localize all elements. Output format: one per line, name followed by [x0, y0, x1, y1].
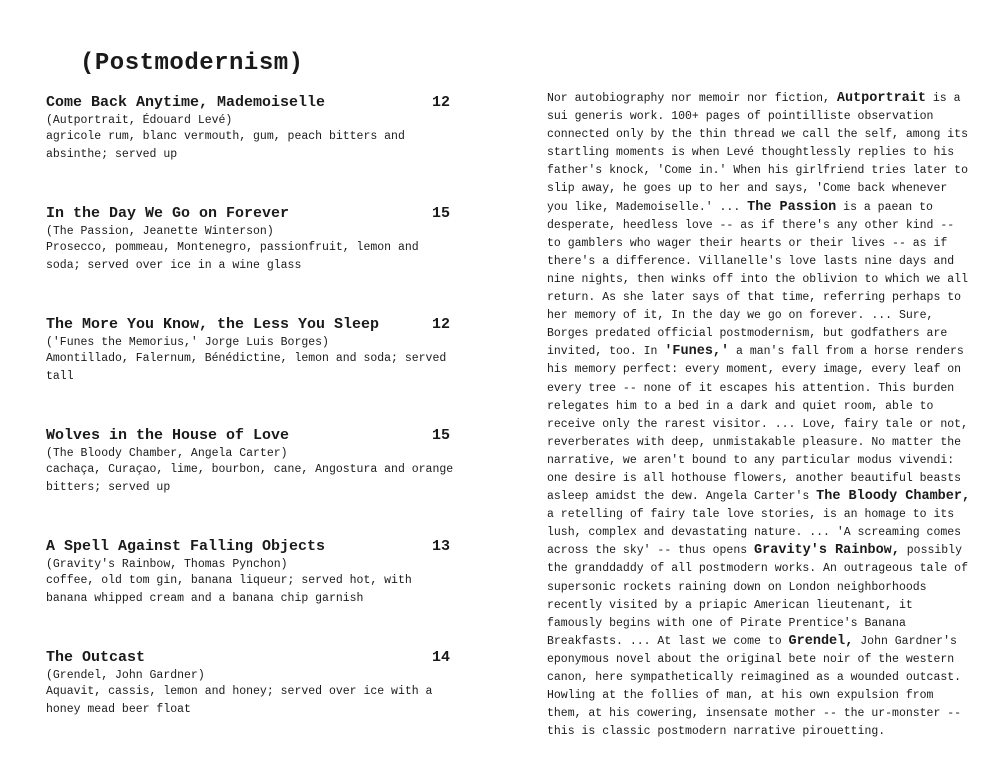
page-title: (Postmodernism): [80, 50, 304, 77]
item-source: (The Passion, Jeanette Winterson): [46, 225, 274, 238]
item-name: A Spell Against Falling Objects: [46, 538, 326, 555]
book-title-bloody-chamber: The Bloody Chamber,: [816, 489, 971, 505]
essay-text-segment: is a paean to desperate, heedless love -- as if there's any other kind -- to gamblers who wager their hearts or their lives -- as if there's a difference. Villanelle's love lasts nine days and nine nights, then winks off into the oblivion to which we all return. As she later says of that time, referring perhaps to her memory of it, In the day we go on forever. ... Sure, Borges predated official postmodernism, but godfathers are invited, too. In: [547, 200, 968, 359]
item-description: Amontillado, Falernum, Bénédictine, lemon and soda; served tall: [46, 352, 447, 383]
item-price: 13: [431, 538, 450, 555]
essay-text-segment: is a sui generis work. 100+ pages of pointilliste observation connected only by the thin thread we call the self, among its startling moments is when Levé thoughtlessly replies to his father's knock, 'Come in.' When his girlfriend tries later to slip away, he goes up to her and says, 'Come back whenever you like, Mademoiselle.' ...: [547, 92, 968, 214]
essay-text-segment: a retelling of fairy tale love stories, is an homage to its lush, complex and devastating nature. ... 'A screaming comes across the sky' -- thus opens: [547, 508, 962, 558]
menu-item: [46, 649, 456, 760]
book-title-grendel: Grendel,: [788, 633, 854, 649]
menu-item: [46, 316, 456, 427]
book-title-gravitys-rainbow: Gravity's Rainbow,: [754, 543, 900, 559]
item-source: (Autportrait, Édouard Levé): [46, 114, 233, 127]
item-description: coffee, old tom gin, banana liqueur; served hot, with banana whipped cream and a banana chip garnish: [46, 574, 412, 605]
item-price: 12: [431, 316, 450, 333]
book-title-the-passion: The Passion: [747, 199, 837, 215]
essay-text: [547, 90, 972, 741]
menu-item: [46, 538, 456, 649]
item-price: 15: [431, 427, 450, 444]
item-name: In the Day We Go on Forever: [46, 205, 290, 222]
item-name: Come Back Anytime, Mademoiselle: [46, 94, 326, 111]
item-name: Wolves in the House of Love: [46, 427, 290, 444]
item-description: Prosecco, pommeau, Montenegro, passionfruit, lemon and soda; served over ice in a wine glass: [46, 241, 419, 272]
item-source: (The Bloody Chamber, Angela Carter): [46, 447, 288, 460]
item-source: (Grendel, John Gardner): [46, 669, 205, 682]
item-description: agricole rum, blanc vermouth, gum, peach bitters and absinthe; served up: [46, 130, 405, 161]
item-price: 14: [431, 649, 450, 666]
item-source: (Gravity's Rainbow, Thomas Pynchon): [46, 558, 288, 571]
essay-text-segment: a man's fall from a horse renders his memory perfect: every moment, every image, every leaf on every tree -- none of it escapes his attention. This burden relegates him to a bed in a dark and quiet room, able to receive only the rarest visitor. ... Love, fairy tale or not, reverberates with deep, unmistakable pleasure. No matter the narrative, we aren't bound to any particular modus vivendi: one desire is all hothouse flowers, another beautiful beasts asleep amidst the dew. Angela Carter's: [547, 345, 968, 504]
book-title-autportrait: Autportrait: [836, 91, 926, 106]
item-name: The Outcast: [46, 649, 146, 666]
item-description: cachaça, Curaçao, lime, bourbon, cane, Angostura and orange bitters; served up: [46, 463, 454, 494]
menu-item: [46, 205, 456, 316]
item-name: The More You Know, the Less You Sleep: [46, 316, 380, 333]
essay-text-segment: Nor autobiography nor memoir nor fiction,: [547, 92, 837, 105]
book-title-funes: 'Funes,': [664, 344, 730, 360]
cocktail-menu: [46, 94, 456, 760]
item-price: 12: [431, 94, 450, 111]
item-source: ('Funes the Memorius,' Jorge Luis Borges): [46, 336, 329, 349]
menu-item: [46, 427, 456, 538]
item-description: Aquavit, cassis, lemon and honey; served over ice with a honey mead beer float: [46, 685, 433, 716]
item-price: 15: [431, 205, 450, 222]
essay-text-segment: possibly the granddaddy of all postmodern works. An outrageous tale of supersonic rockets raining down on London neighborhoods recently visited by a priapic American lieutenant, it famously begins with one of Pirate Prentice's Banana Breakfasts. ... At last we come to: [547, 544, 968, 648]
menu-item: [46, 94, 456, 205]
essay-text-segment: John Gardner's eponymous novel about the original bete noir of the western canon, here sympathetically reimagined as a wounded outcast. Howling at the follies of man, at his own expulsion from them, at his cowering, insensate mother -- the ur-monster -- this is classic postmodern narrative pirouetting.: [547, 634, 962, 739]
